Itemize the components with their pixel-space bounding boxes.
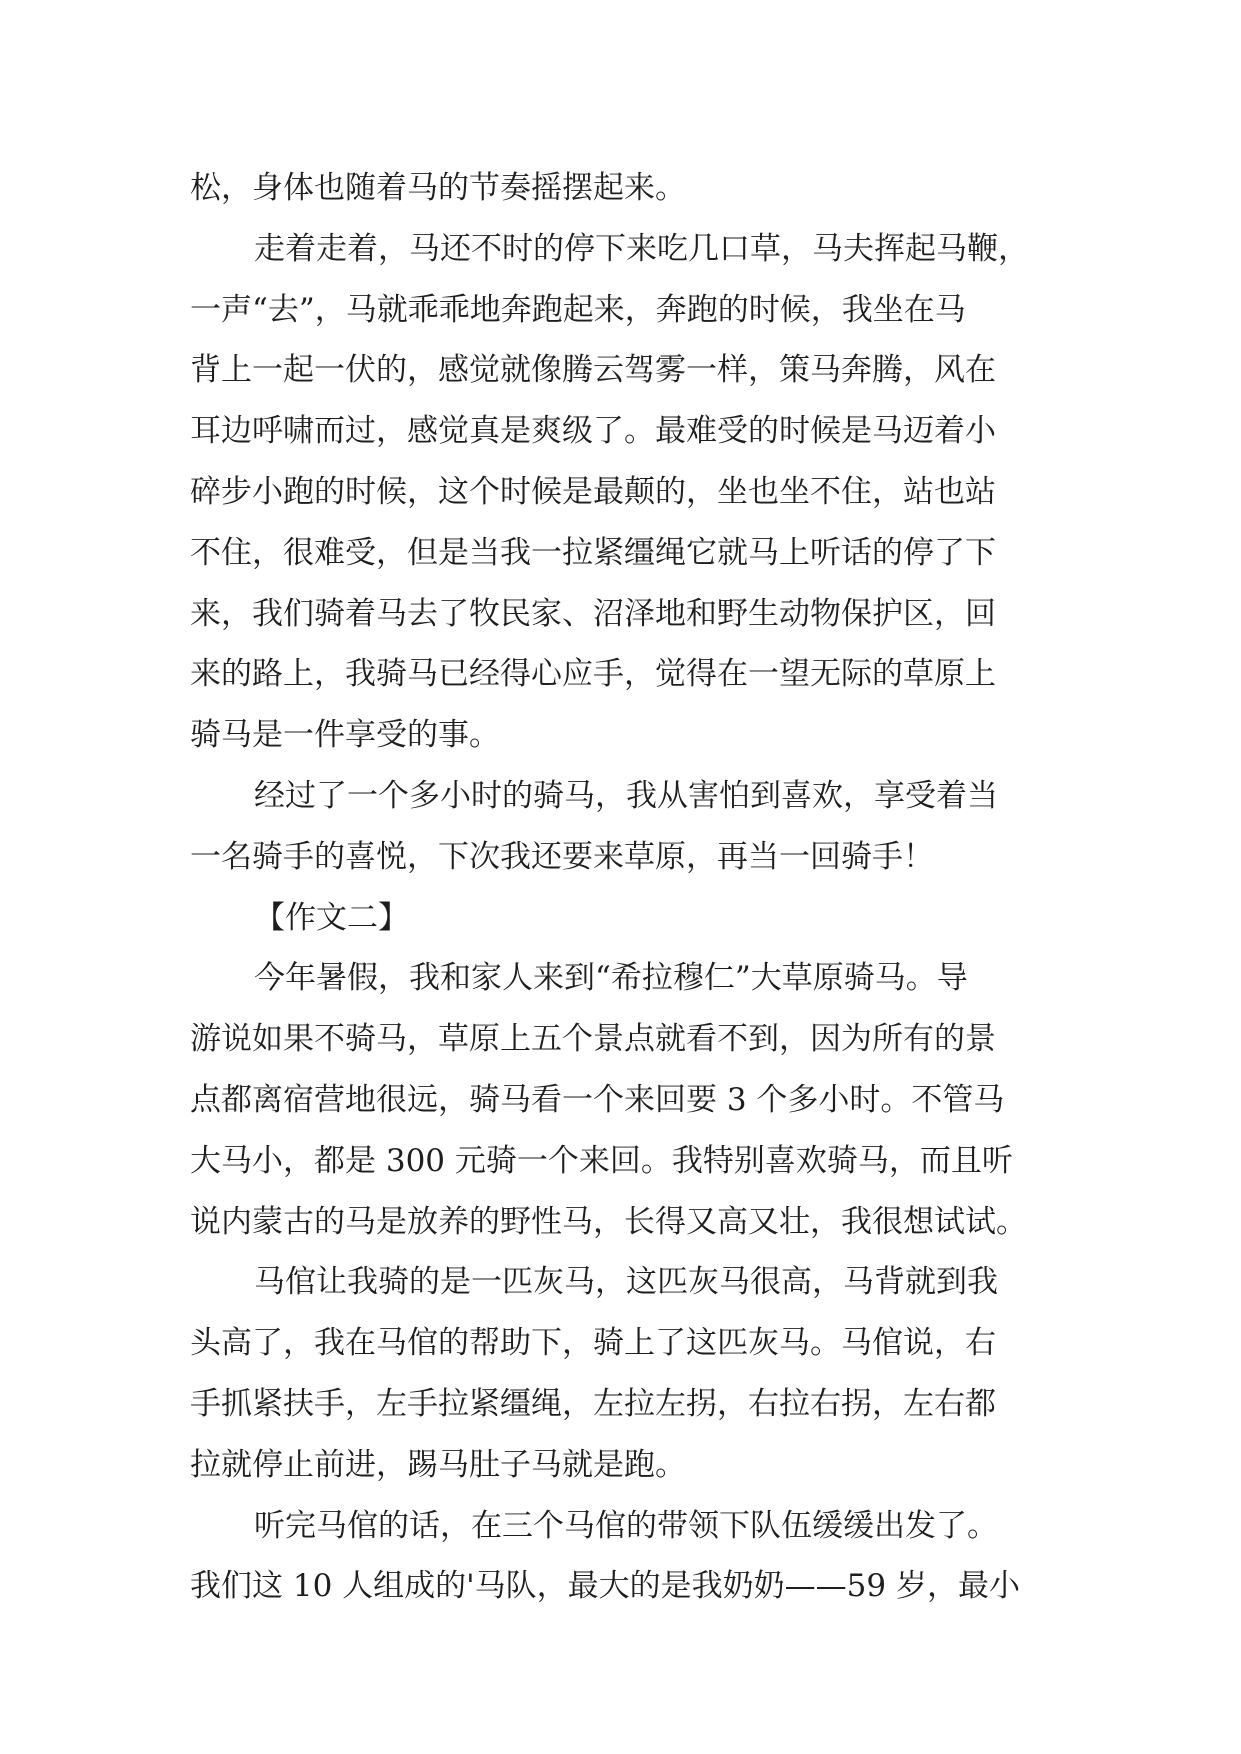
text-line: 今年暑假，我和家人来到“希拉穆仁”大草原骑马。导: [254, 960, 968, 997]
text-line: 来的路上，我骑马已经得心应手，觉得在一望无际的草原上: [190, 656, 996, 693]
essay-text: [190, 158, 1070, 1617]
text-line: 手抓紧扶手，左手拉紧缰绳，左拉左拐，右拉右拐，左右都: [190, 1385, 996, 1422]
text-line: 我们这 10 人组成的'马队，最大的是我奶奶——59 岁，最小: [190, 1568, 1020, 1605]
text-line: 背上一起一伏的，感觉就像腾云驾雾一样，策马奔腾，风在: [190, 352, 996, 389]
text-line: 马倌让我骑的是一匹灰马，这匹灰马很高，马背就到我: [254, 1264, 998, 1301]
text-line: 点都离宿营地很远，骑马看一个来回要 3 个多小时。不管马: [190, 1081, 1005, 1118]
text-line: 来，我们骑着马去了牧民家、沼泽地和野生动物保护区，回: [190, 595, 996, 632]
text-line: 碎步小跑的时候，这个时候是最颠的，坐也坐不住，站也站: [190, 473, 996, 510]
text-line: 一声“去”，马就乖乖地奔跑起来，奔跑的时候，我坐在马: [190, 291, 966, 328]
text-line: 经过了一个多小时的骑马，我从害怕到喜欢，享受着当: [254, 777, 998, 814]
section-heading: 【作文二】: [254, 899, 409, 936]
text-line: 走着走着，马还不时的停下来吃几口草，马夫挥起马鞭，: [254, 230, 1029, 267]
text-line: 头高了，我在马倌的帮助下，骑上了这匹灰马。马倌说，右: [190, 1325, 996, 1362]
text-line: 一名骑手的喜悦，下次我还要来草原，再当一回骑手！: [190, 838, 934, 875]
text-line: 大马小，都是 300 元骑一个来回。我特别喜欢骑马，而且听: [190, 1142, 1013, 1179]
text-line: 松，身体也随着马的节奏摇摆起来。: [190, 170, 686, 206]
text-line: 说内蒙古的马是放养的野性马，长得又高又壮，我很想试试。: [190, 1203, 1027, 1240]
text-line: 游说如果不骑马，草原上五个景点就看不到，因为所有的景: [190, 1021, 996, 1058]
text-line: 听完马倌的话，在三个马倌的带领下队伍缓缓出发了。: [254, 1507, 998, 1544]
text-line: 拉就停止前进，踢马肚子马就是跑。: [190, 1446, 686, 1483]
text-line: 耳边呼啸而过，感觉真是爽级了。最难受的时候是马迈着小: [190, 413, 996, 450]
text-line: 不住，很难受，但是当我一拉紧缰绳它就马上听话的停了下: [190, 534, 996, 571]
text-line: 骑马是一件享受的事。: [190, 717, 500, 754]
